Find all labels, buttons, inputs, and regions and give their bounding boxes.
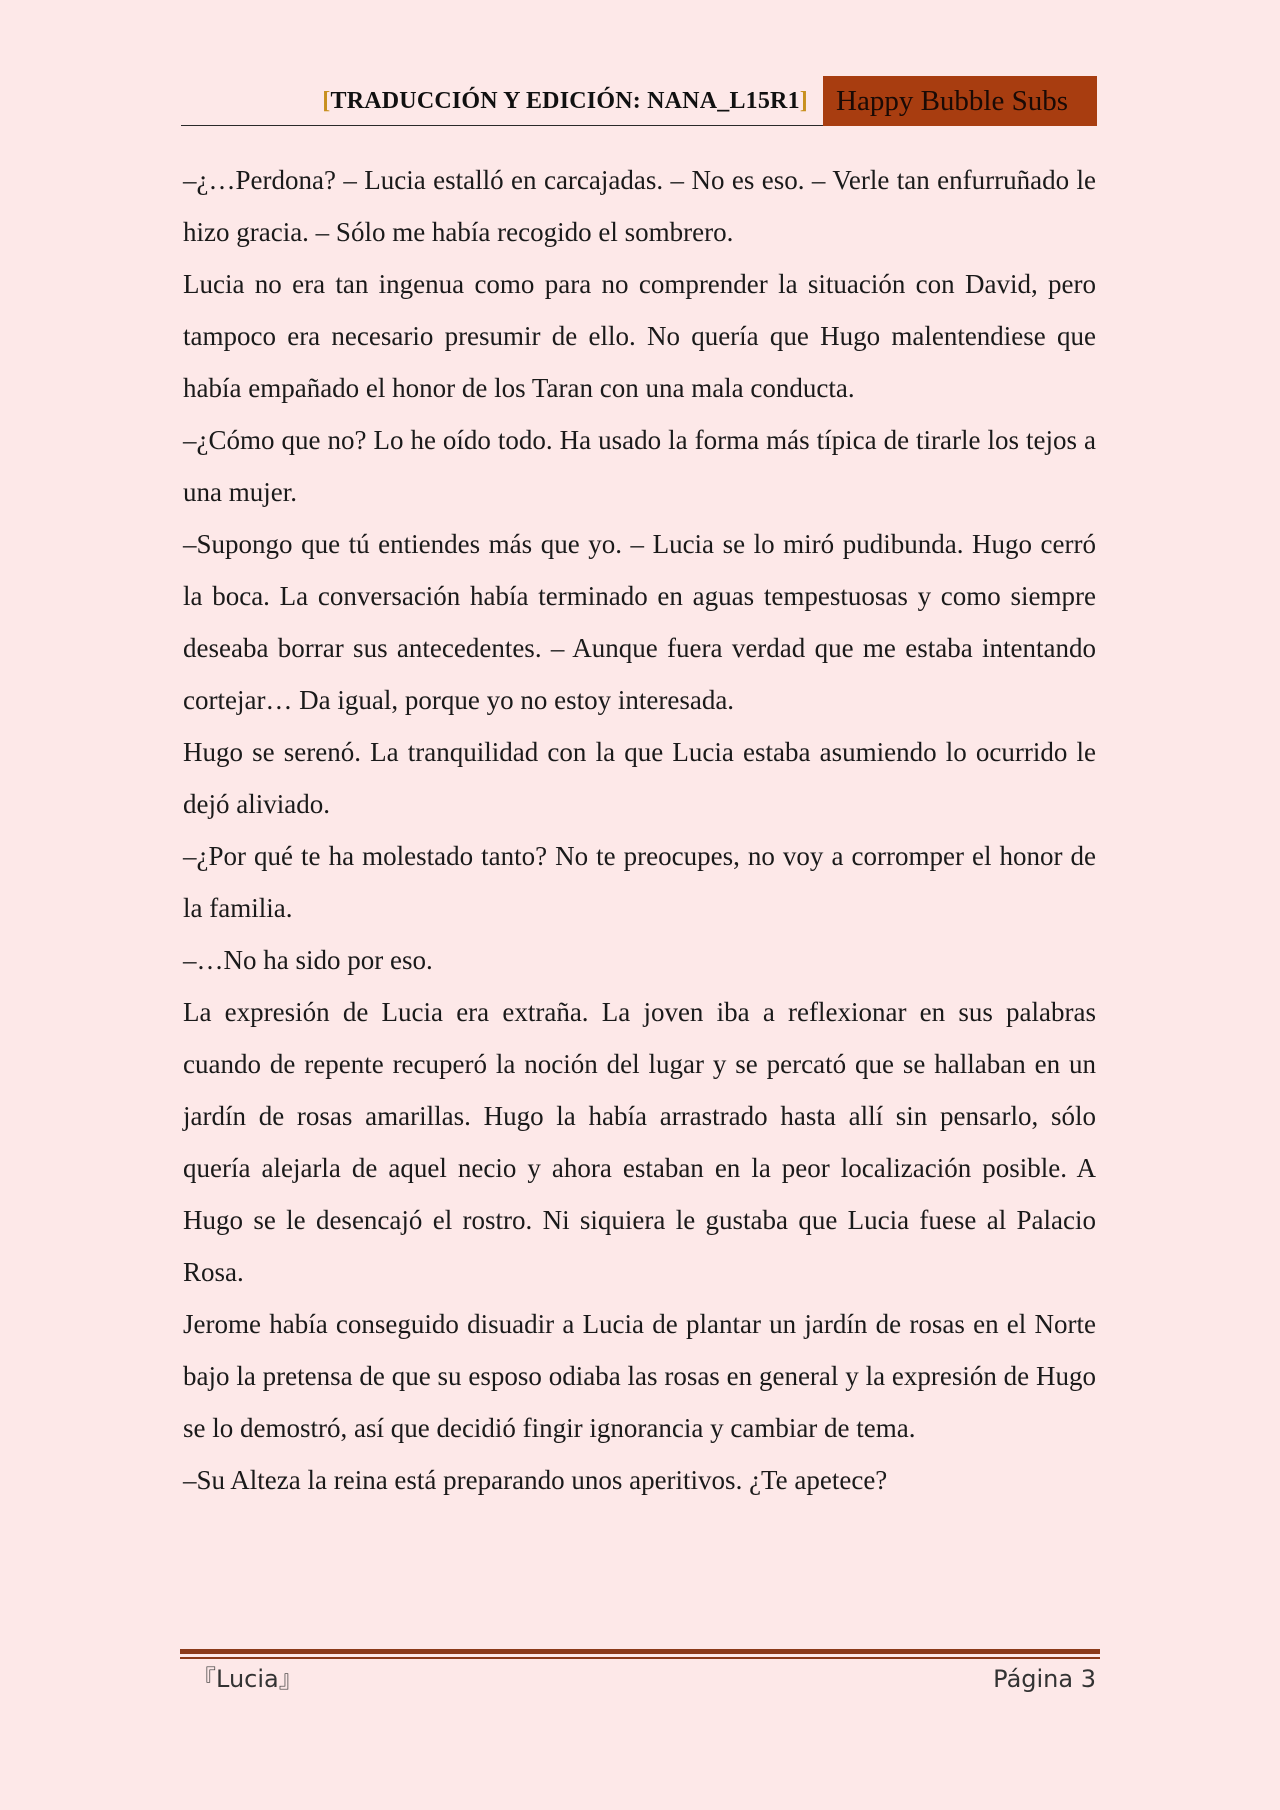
paragraph: Jerome había conseguido disuadir a Lucia de plantar un jardín de rosas en el Norte bajo la pretensa de que su esposo odiaba las rosas en general y la expresión de Hugo se lo demostró, así que decidió fingir ignorancia y cambiar de tema. xyxy=(183,1309,1096,1443)
group-badge: Happy Bubble Subs xyxy=(823,76,1097,126)
credit-bracket-close: ] xyxy=(799,88,808,114)
paragraph: Lucia no era tan ingenua como para no comprender la situación con David, pero tampoco era necesario presumir de ello. No quería que Hugo malentendiese que había empañado el honor de los Taran con una mala conducta. xyxy=(183,269,1096,403)
paragraph: –¿Por qué te ha molestado tanto? No te preocupes, no voy a corromper el honor de la familia. xyxy=(183,841,1096,923)
paragraph: –…No ha sido por eso. xyxy=(183,945,433,975)
paragraph: Hugo se serenó. La tranquilidad con la que Lucia estaba asumiendo lo ocurrido le dejó aliviado. xyxy=(183,737,1096,819)
credit-bracket-open: [ xyxy=(322,88,331,114)
book-title: 『Lucia』 xyxy=(192,1665,303,1693)
body-text xyxy=(183,154,1096,1506)
paragraph: –¿Cómo que no? Lo he oído todo. Ha usado la forma más típica de tirarle los tejos a una mujer. xyxy=(183,425,1096,507)
credit-text: TRADUCCIÓN Y EDICIÓN: NANA_L15R1 xyxy=(330,88,800,114)
translation-credit xyxy=(322,88,808,115)
footer-rule-thin xyxy=(180,1657,1100,1659)
page-header xyxy=(181,76,1097,126)
paragraph: –Su Alteza la reina está preparando unos aperitivos. ¿Te apetece? xyxy=(183,1465,888,1495)
paragraph: La expresión de Lucia era extraña. La joven iba a reflexionar en sus palabras cuando de repente recuperó la noción del lugar y se percató que se hallaban en un jardín de rosas amarillas. Hugo la había arrastrado hasta allí sin pensarlo, sólo quería alejarla de aquel necio y ahora estaban en la peor localización posible. A Hugo se le desencajó el rostro. Ni siquiera le gustaba que Lucia fuese al Palacio Rosa. xyxy=(183,997,1096,1287)
page-number: Página 3 xyxy=(993,1665,1096,1693)
paragraph: –Supongo que tú entiendes más que yo. – Lucia se lo miró pudibunda. Hugo cerró la boca. La conversación había terminado en aguas tempestuosas y como siempre deseaba borrar sus antecedentes. – Aunque fuera verdad que me estaba intentando cortejar… Da igual, porque yo no estoy interesada. xyxy=(183,529,1096,715)
header-rule xyxy=(181,125,823,126)
paragraph: –¿…Perdona? – Lucia estalló en carcajadas. – No es eso. – Verle tan enfurruñado le hizo gracia. – Sólo me había recogido el sombrero. xyxy=(183,165,1096,247)
footer-rule-thick xyxy=(180,1649,1100,1654)
